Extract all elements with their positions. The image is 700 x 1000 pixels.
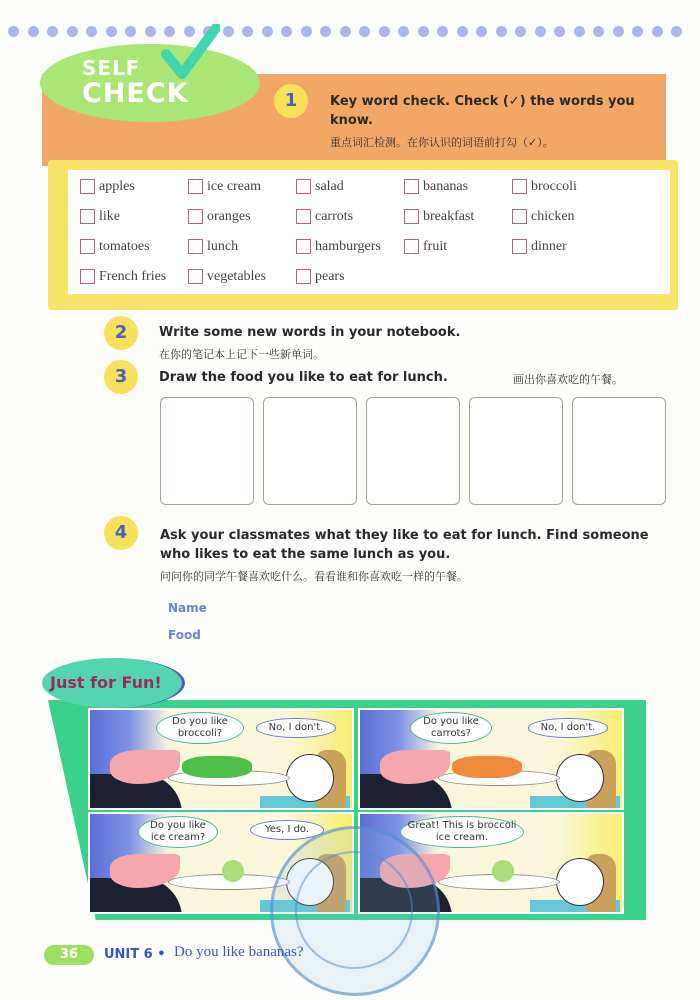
- ice-cream-food: [492, 860, 514, 882]
- activity-3-instruction-cn: 画出你喜欢吃的午餐。: [513, 373, 623, 386]
- checkbox[interactable]: [512, 209, 527, 224]
- activity-number-badge: 2: [104, 316, 138, 350]
- drawing-box[interactable]: [572, 397, 666, 505]
- activity-number-badge: 4: [104, 516, 138, 550]
- speech-bubble-waiter: Do you like ice cream?: [138, 816, 218, 848]
- checkbox[interactable]: [404, 239, 419, 254]
- word-item[interactable]: fruit: [404, 237, 512, 256]
- speech-bubble-girl: No, I don't.: [256, 718, 336, 738]
- word-item[interactable]: breakfast: [404, 207, 512, 226]
- activity-2-instruction-cn: 在你的笔记本上记下一些新单词。: [159, 348, 324, 361]
- word-item[interactable]: oranges: [188, 207, 296, 226]
- word-item[interactable]: lunch: [188, 237, 296, 256]
- just-for-fun-title: Just for Fun!: [50, 673, 162, 692]
- girl-figure: [286, 754, 334, 802]
- carrots-food: [452, 756, 522, 778]
- comic-panel-1: [88, 708, 354, 810]
- activity-4-instruction: Ask your classmates what they like to eat for lunch. Find someone who likes to eat the same lunch as you.: [160, 528, 649, 562]
- speech-bubble-waiter: Great! This is broccoli ice cream.: [400, 816, 524, 848]
- word-item[interactable]: French fries: [80, 267, 188, 286]
- word-item[interactable]: ice cream: [188, 177, 296, 196]
- word-item[interactable]: dinner: [512, 237, 620, 256]
- activity-2-instruction: Write some new words in your notebook.: [159, 325, 461, 340]
- word-item[interactable]: vegetables: [188, 267, 296, 286]
- checkbox[interactable]: [188, 269, 203, 284]
- checkbox[interactable]: [80, 179, 95, 194]
- checkbox[interactable]: [296, 269, 311, 284]
- checkbox[interactable]: [404, 209, 419, 224]
- checkbox[interactable]: [188, 239, 203, 254]
- speech-bubble-girl: No, I don't.: [528, 718, 608, 738]
- checkbox[interactable]: [512, 179, 527, 194]
- checkbox[interactable]: [512, 239, 527, 254]
- checkbox[interactable]: [80, 269, 95, 284]
- activity-3-instruction: Draw the food you like to eat for lunch.: [159, 370, 448, 385]
- decorative-dot-row: [8, 26, 698, 38]
- activity-4-instruction-cn: 问问你的同学午餐喜欢吃什么。看看谁和你喜欢吃一样的午餐。: [160, 570, 468, 583]
- word-item[interactable]: broccoli: [512, 177, 620, 196]
- girl-figure: [556, 858, 604, 906]
- word-item[interactable]: tomatoes: [80, 237, 188, 256]
- checkbox[interactable]: [296, 179, 311, 194]
- section-title: SELF CHECK: [82, 56, 189, 109]
- drawing-box[interactable]: [366, 397, 460, 505]
- ice-cream-food: [222, 860, 244, 882]
- checkbox[interactable]: [296, 209, 311, 224]
- word-item[interactable]: salad: [296, 177, 404, 196]
- speech-bubble-girl: Yes, I do.: [250, 820, 324, 840]
- drawing-box[interactable]: [263, 397, 357, 505]
- unit-title: Do you like bananas?: [174, 944, 304, 960]
- word-item[interactable]: apples: [80, 177, 188, 196]
- word-item[interactable]: carrots: [296, 207, 404, 226]
- speech-bubble-waiter: Do you like broccoli?: [156, 712, 244, 744]
- activity-1-instruction-cn: 重点词汇检测。在你认识的词语前打勾（✓）。: [330, 136, 554, 149]
- drawing-box[interactable]: [160, 397, 254, 505]
- word-item[interactable]: bananas: [404, 177, 512, 196]
- activity-1-instruction: Key word check. Check (✓) the words you know.: [330, 94, 635, 128]
- unit-label: UNIT 6 •: [104, 947, 166, 962]
- name-field-label: Name: [168, 601, 207, 615]
- word-item[interactable]: chicken: [512, 207, 620, 226]
- checkbox[interactable]: [404, 179, 419, 194]
- page-number: 36: [44, 945, 94, 965]
- watermark-stamp: [270, 826, 440, 996]
- checkbox[interactable]: [80, 239, 95, 254]
- activity-number-badge: 3: [104, 360, 138, 394]
- girl-figure: [556, 754, 604, 802]
- comic-panel-2: [358, 708, 624, 810]
- word-checklist: [80, 177, 620, 286]
- word-item[interactable]: hamburgers: [296, 237, 404, 256]
- activity-number-badge: 1: [274, 84, 308, 118]
- broccoli-food: [182, 756, 252, 778]
- checkbox[interactable]: [188, 209, 203, 224]
- checkbox[interactable]: [296, 239, 311, 254]
- checkbox[interactable]: [188, 179, 203, 194]
- word-item[interactable]: like: [80, 207, 188, 226]
- word-item[interactable]: pears: [296, 267, 404, 286]
- checkbox[interactable]: [80, 209, 95, 224]
- drawing-box[interactable]: [469, 397, 563, 505]
- food-field-label: Food: [168, 628, 201, 642]
- speech-bubble-waiter: Do you like carrots?: [410, 712, 492, 744]
